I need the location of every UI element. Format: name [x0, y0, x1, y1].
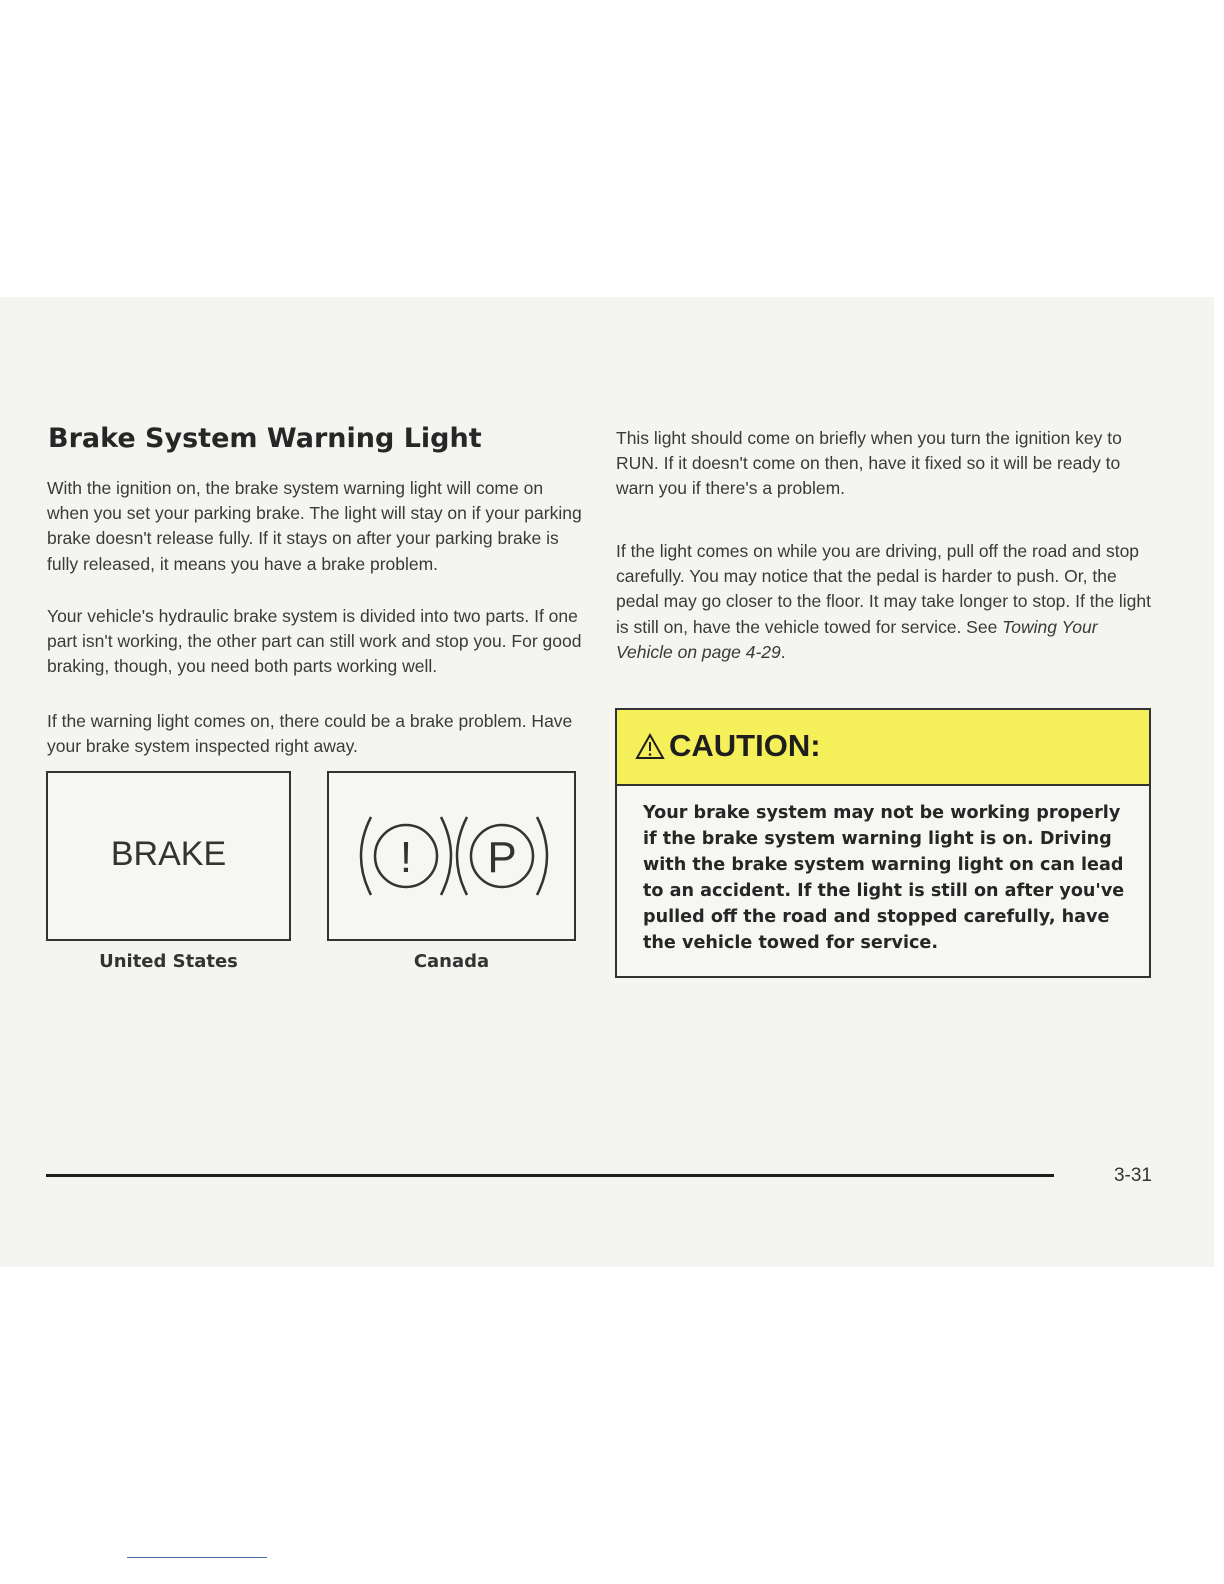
manual-page: [0, 297, 1214, 1267]
section-title: Brake System Warning Light: [48, 423, 482, 454]
footer-rule: [46, 1174, 1054, 1177]
caution-label: CAUTION:: [669, 728, 821, 763]
us-indicator-caption: United States: [99, 951, 238, 972]
parking-p-letter: P: [487, 833, 517, 882]
us-brake-indicator-label: BRAKE: [110, 835, 227, 873]
paragraph-inspect-brakes: If the warning light comes on, there could be a brake problem. Have your brake system inspected right away.: [47, 711, 573, 757]
towing-reference-link[interactable]: Towing Your Vehicle on page 4-29: [616, 616, 1098, 662]
us-brake-indicator-box: [46, 771, 291, 941]
page-number: 3-31: [1113, 1165, 1152, 1186]
caution-text: Your brake system may not be working properly if the brake system warning light is on. Driving with the brake system warning light on can lead to an accident. If the light is still on after you've pulled off the road and stopped carefully, have the vehicle towed for service.: [643, 803, 1125, 953]
paragraph-hydraulic-system: Your vehicle's hydraulic brake system is divided into two parts. If one part isn't working, the other part can still work and stop you. For good braking, though, you need both parts working well.: [47, 606, 582, 677]
driving-warning-text: If the light comes on while you are driving, pull off the road and stop carefully. You may notice that the pedal is harder to push. Or, the pedal may go closer to the floor. It may take longer to stop. If the light is still on, have the vehicle towed for service. See: [616, 541, 1152, 637]
canada-indicator-caption: Canada: [413, 951, 490, 972]
caution-header: [617, 710, 1149, 786]
paragraph-warning-light-intro: With the ignition on, the brake system warning light will come on when you set your parking brake. The light will stay on if your parking brake doesn't release fully. If it stays on after your parking brake is fully released, it means you have a brake problem.: [47, 478, 582, 574]
paragraph-bulb-check: This light should come on briefly when you turn the ignition key to RUN. If it doesn't come on then, have it fixed so it will be ready to warn you if there's a problem.: [616, 428, 1122, 499]
driving-warning-end: .: [780, 641, 786, 662]
canada-brake-symbol-icon: [349, 809, 554, 904]
warning-triangle-icon: [635, 733, 665, 760]
caution-box: [615, 708, 1151, 978]
exclamation-mark: !: [399, 833, 413, 882]
paragraph-driving-warning: [616, 539, 1156, 665]
canada-brake-indicator-box: [327, 771, 576, 941]
bottom-divider: [127, 1557, 267, 1558]
